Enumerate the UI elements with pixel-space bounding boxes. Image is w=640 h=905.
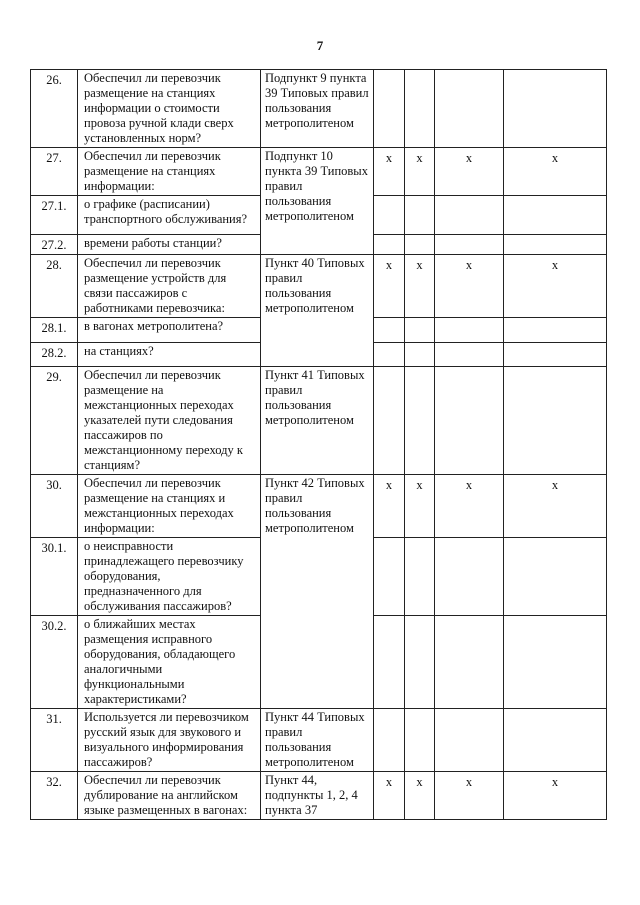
- table-row: [31, 475, 607, 538]
- row-number: 27.: [31, 148, 78, 196]
- table-row: [31, 709, 607, 772]
- table-row: [31, 255, 607, 318]
- row-number: 28.1.: [31, 318, 78, 343]
- answer-yes-cell: [374, 235, 405, 255]
- mark-no: x: [405, 148, 435, 196]
- row-number: 30.2.: [31, 616, 78, 709]
- answer-yes-cell: [374, 616, 405, 709]
- answer-yes-cell: [374, 318, 405, 343]
- mark-yes: x: [374, 772, 405, 820]
- row-number: 26.: [31, 70, 78, 148]
- row-number: 27.1.: [31, 196, 78, 235]
- question-text: о неисправности принадлежащего перевозчику оборудования, предназначенного для обслуживания пассажиров?: [78, 538, 261, 616]
- page-number: 7: [316, 38, 324, 53]
- mark-no: x: [405, 255, 435, 318]
- row-number: 30.1.: [31, 538, 78, 616]
- answer-na-cell: [435, 538, 504, 616]
- answer-no-cell: [405, 367, 435, 475]
- legal-reference: Пункт 44 Типовых правил пользования метрополитеном: [261, 709, 374, 772]
- answer-na-cell: [435, 70, 504, 148]
- answer-yes-cell: [374, 70, 405, 148]
- answer-no-cell: [405, 196, 435, 235]
- row-number: 28.: [31, 255, 78, 318]
- legal-reference: Подпункт 9 пункта 39 Типовых правил пользования метрополитеном: [261, 70, 374, 148]
- checklist-table: [30, 69, 607, 820]
- mark-no: x: [405, 772, 435, 820]
- question-text: времени работы станции?: [78, 235, 261, 255]
- answer-na-cell: [435, 318, 504, 343]
- row-number: 31.: [31, 709, 78, 772]
- answer-yes-cell: [374, 367, 405, 475]
- mark-no: x: [405, 475, 435, 538]
- note-cell: [504, 235, 607, 255]
- answer-no-cell: [405, 318, 435, 343]
- table-row: [31, 367, 607, 475]
- answer-na-cell: [435, 367, 504, 475]
- answer-no-cell: [405, 235, 435, 255]
- answer-no-cell: [405, 70, 435, 148]
- answer-yes-cell: [374, 343, 405, 367]
- mark-na: x: [435, 772, 504, 820]
- note-cell: [504, 367, 607, 475]
- answer-yes-cell: [374, 538, 405, 616]
- question-text: Обеспечил ли перевозчик размещение на станциях информации:: [78, 148, 261, 196]
- mark-na: x: [435, 148, 504, 196]
- question-text: Обеспечил ли перевозчик размещение на станциях и межстанционных переходах информации:: [78, 475, 261, 538]
- answer-na-cell: [435, 196, 504, 235]
- question-text: о ближайших местах размещения исправного оборудования, обладающего аналогичными функциональными характеристиками?: [78, 616, 261, 709]
- answer-no-cell: [405, 343, 435, 367]
- row-number: 29.: [31, 367, 78, 475]
- row-number: 28.2.: [31, 343, 78, 367]
- row-number: 27.2.: [31, 235, 78, 255]
- answer-na-cell: [435, 235, 504, 255]
- question-text: Используется ли перевозчиком русский язык для звукового и визуального информирования пассажиров?: [78, 709, 261, 772]
- legal-reference: Пункт 42 Типовых правил пользования метрополитеном: [261, 475, 374, 709]
- mark-note: x: [504, 772, 607, 820]
- answer-yes-cell: [374, 709, 405, 772]
- question-text: Обеспечил ли перевозчик дублирование на английском языке размещенных в вагонах:: [78, 772, 261, 820]
- row-number: 30.: [31, 475, 78, 538]
- legal-reference: Подпункт 10 пункта 39 Типовых правил пользования метрополитеном: [261, 148, 374, 255]
- mark-na: x: [435, 255, 504, 318]
- answer-no-cell: [405, 709, 435, 772]
- note-cell: [504, 70, 607, 148]
- note-cell: [504, 616, 607, 709]
- table-row: [31, 772, 607, 820]
- answer-no-cell: [405, 616, 435, 709]
- table-row: [31, 70, 607, 148]
- mark-yes: x: [374, 255, 405, 318]
- question-text: Обеспечил ли перевозчик размещение на станциях информации о стоимости провоза ручной клади сверх установленных норм?: [78, 70, 261, 148]
- mark-note: x: [504, 255, 607, 318]
- mark-yes: x: [374, 475, 405, 538]
- mark-na: x: [435, 475, 504, 538]
- note-cell: [504, 709, 607, 772]
- mark-note: x: [504, 475, 607, 538]
- answer-na-cell: [435, 616, 504, 709]
- question-text: Обеспечил ли перевозчик размещение устройств для связи пассажиров с работниками перевозчика:: [78, 255, 261, 318]
- mark-note: x: [504, 148, 607, 196]
- question-text: на станциях?: [78, 343, 261, 367]
- note-cell: [504, 196, 607, 235]
- note-cell: [504, 538, 607, 616]
- table-row: [31, 148, 607, 196]
- legal-reference: Пункт 40 Типовых правил пользования метрополитеном: [261, 255, 374, 367]
- answer-yes-cell: [374, 196, 405, 235]
- note-cell: [504, 318, 607, 343]
- legal-reference: Пункт 44, подпункты 1, 2, 4 пункта 37: [261, 772, 374, 820]
- row-number: 32.: [31, 772, 78, 820]
- question-text: в вагонах метрополитена?: [78, 318, 261, 343]
- answer-na-cell: [435, 343, 504, 367]
- legal-reference: Пункт 41 Типовых правил пользования метрополитеном: [261, 367, 374, 475]
- mark-yes: x: [374, 148, 405, 196]
- answer-na-cell: [435, 709, 504, 772]
- note-cell: [504, 343, 607, 367]
- question-text: о графике (расписании) транспортного обслуживания?: [78, 196, 261, 235]
- question-text: Обеспечил ли перевозчик размещение на межстанционных переходах указателей пути следования пассажиров по межстанционному переходу к станциям?: [78, 367, 261, 475]
- answer-no-cell: [405, 538, 435, 616]
